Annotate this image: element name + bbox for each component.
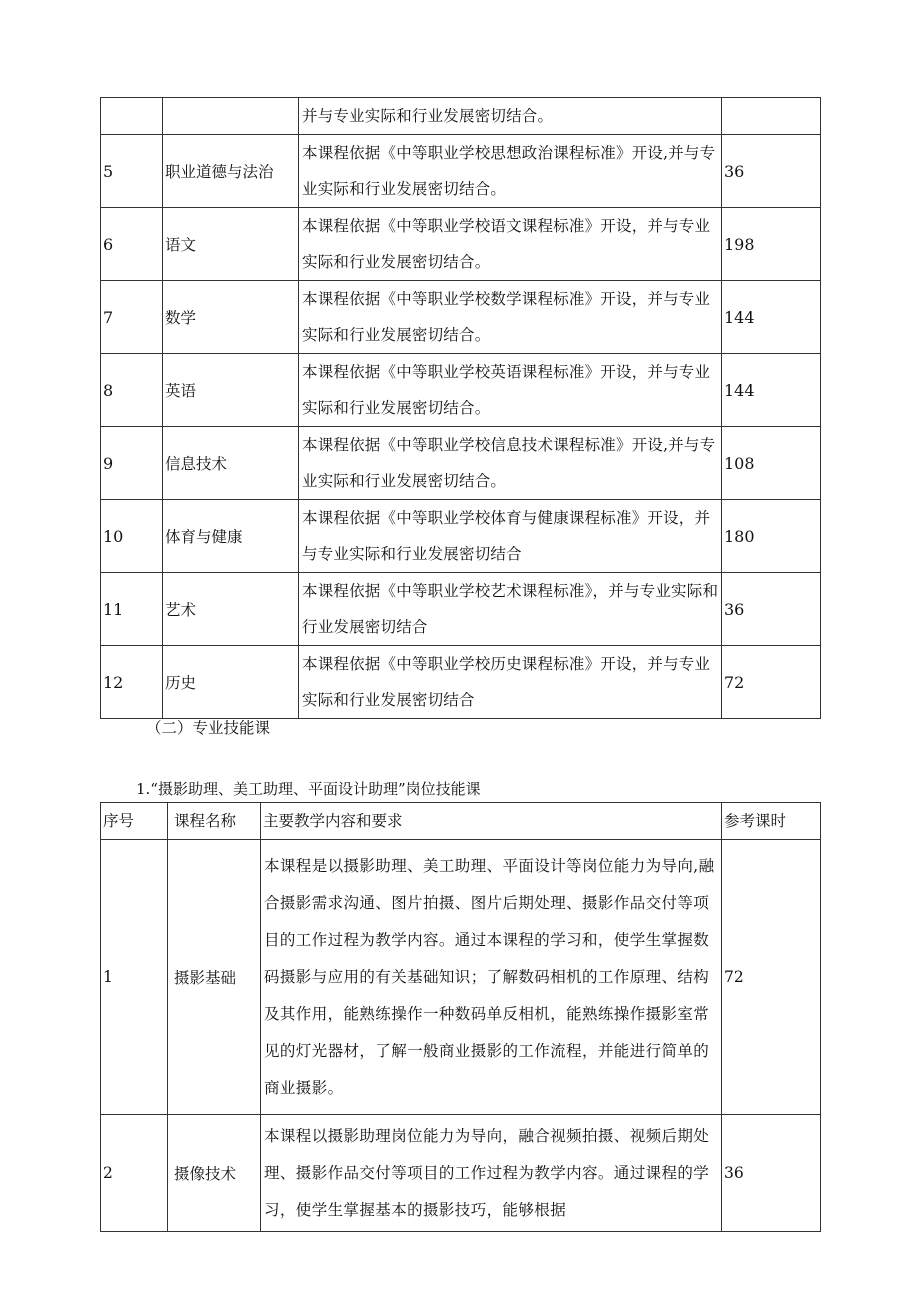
header-index: 序号 bbox=[101, 803, 168, 840]
course-hours: 72 bbox=[722, 840, 821, 1115]
course-hours: 72 bbox=[722, 646, 821, 719]
row-index: 6 bbox=[101, 208, 163, 281]
header-hours: 参考课时 bbox=[722, 803, 821, 840]
section-heading: （二）专业技能课 bbox=[146, 719, 271, 737]
course-name: 数学 bbox=[163, 281, 299, 354]
course-hours: 108 bbox=[722, 427, 821, 500]
course-name: 英语 bbox=[163, 354, 299, 427]
row-index: 2 bbox=[101, 1115, 168, 1232]
course-name: 语文 bbox=[163, 208, 299, 281]
course-hours: 144 bbox=[722, 281, 821, 354]
row-index: 5 bbox=[101, 135, 163, 208]
table-header-row bbox=[101, 803, 821, 840]
course-hours: 144 bbox=[722, 354, 821, 427]
row-index: 8 bbox=[101, 354, 163, 427]
course-description: 并与专业实际和行业发展密切结合。 bbox=[299, 98, 722, 135]
row-index: 11 bbox=[101, 573, 163, 646]
course-name: 体育与健康 bbox=[163, 500, 299, 573]
course-hours: 198 bbox=[722, 208, 821, 281]
course-description: 本课程依据《中等职业学校历史课程标准》开设，并与专业实际和行业发展密切结合 bbox=[299, 646, 722, 719]
table-row bbox=[101, 281, 821, 354]
general-courses-table bbox=[100, 97, 821, 719]
course-name bbox=[163, 98, 299, 135]
row-index: 12 bbox=[101, 646, 163, 719]
table-row bbox=[101, 98, 821, 135]
table-row bbox=[101, 646, 821, 719]
course-name: 职业道德与法治 bbox=[163, 135, 299, 208]
table-row bbox=[101, 208, 821, 281]
row-index: 9 bbox=[101, 427, 163, 500]
course-description: 本课程以摄影助理岗位能力为导向，融合视频拍摄、视频后期处理、摄影作品交付等项目的工作过程为教学内容。通过课程的学习，使学生掌握基本的摄影技巧，能够根据 bbox=[261, 1115, 722, 1232]
table-row bbox=[101, 1115, 821, 1232]
course-hours: 36 bbox=[722, 573, 821, 646]
course-description: 本课程依据《中等职业学校语文课程标准》开设，并与专业实际和行业发展密切结合。 bbox=[299, 208, 722, 281]
table-row bbox=[101, 573, 821, 646]
row-index bbox=[101, 98, 163, 135]
course-description: 本课程依据《中等职业学校数学课程标准》开设，并与专业实际和行业发展密切结合。 bbox=[299, 281, 722, 354]
course-hours bbox=[722, 98, 821, 135]
course-name: 历史 bbox=[163, 646, 299, 719]
course-description: 本课程依据《中等职业学校艺术课程标准》，并与专业实际和行业发展密切结合 bbox=[299, 573, 722, 646]
table-row bbox=[101, 135, 821, 208]
header-name: 课程名称 bbox=[168, 803, 261, 840]
course-name: 艺术 bbox=[163, 573, 299, 646]
table-row bbox=[101, 840, 821, 1115]
row-index: 10 bbox=[101, 500, 163, 573]
header-description: 主要教学内容和要求 bbox=[261, 803, 722, 840]
course-name: 摄影基础 bbox=[168, 840, 261, 1115]
table-row bbox=[101, 500, 821, 573]
sub-heading: 1.“摄影助理、美工助理、平面设计助理”岗位技能课 bbox=[136, 780, 481, 798]
course-name: 信息技术 bbox=[163, 427, 299, 500]
course-description: 本课程依据《中等职业学校体育与健康课程标准》开设，并与专业实际和行业发展密切结合 bbox=[299, 500, 722, 573]
course-description: 本课程依据《中等职业学校信息技术课程标准》开设,并与专业实际和行业发展密切结合。 bbox=[299, 427, 722, 500]
table-row bbox=[101, 354, 821, 427]
course-description: 本课程是以摄影助理、美工助理、平面设计等岗位能力为导向,融合摄影需求沟通、图片拍摄、图片后期处理、摄影作品交付等项目的工作过程为教学内容。通过本课程的学习和，使学生掌握数码摄影与应用的有关基础知识；了解数码相机的工作原理、结构及其作用，能熟练操作一种数码单反相机，能熟练操作摄影室常见的灯光器材，了解一般商业摄影的工作流程，并能进行简单的商业摄影。 bbox=[261, 840, 722, 1115]
course-description: 本课程依据《中等职业学校思想政治课程标准》开设,并与专业实际和行业发展密切结合。 bbox=[299, 135, 722, 208]
table-row bbox=[101, 427, 821, 500]
course-hours: 180 bbox=[722, 500, 821, 573]
course-description: 本课程依据《中等职业学校英语课程标准》开设，并与专业实际和行业发展密切结合。 bbox=[299, 354, 722, 427]
course-name: 摄像技术 bbox=[168, 1115, 261, 1232]
row-index: 7 bbox=[101, 281, 163, 354]
course-hours: 36 bbox=[722, 1115, 821, 1232]
course-hours: 36 bbox=[722, 135, 821, 208]
skill-courses-table bbox=[100, 802, 821, 1232]
row-index: 1 bbox=[101, 840, 168, 1115]
